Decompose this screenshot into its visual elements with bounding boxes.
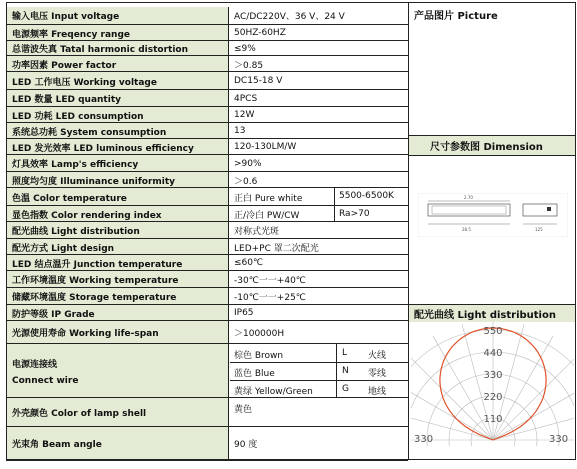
spec-row <box>6 122 408 139</box>
spec-value: IP65 <box>234 308 254 318</box>
spec-value: AC/DC220V、36 V、24 V <box>234 12 345 22</box>
spec-value: 正/冷白 PW/CW <box>234 210 300 221</box>
spec-label: 输入电压 Input voltage <box>7 7 229 24</box>
spec-label: 系统总功耗 System consumption <box>7 123 229 139</box>
connect-label-cn: 电源连接线 <box>12 359 58 370</box>
spec-row <box>6 71 408 90</box>
spec-label: 色温 Color temperature <box>7 188 229 206</box>
wire-color-2: 蓝色 Blue <box>234 369 275 379</box>
polar-chart <box>411 322 574 446</box>
wire-name-2: 零线 <box>368 369 387 379</box>
wire-color-3: 黄绿 Yellow/Green <box>234 387 313 397</box>
spec-row <box>6 270 408 288</box>
spec-label: 功率因素 Power factor <box>7 56 229 72</box>
spec-row <box>6 254 408 271</box>
spec-value: 13 <box>234 126 246 136</box>
angle-label-left: 330 <box>414 434 434 445</box>
spec-row <box>6 205 408 222</box>
spec-value-secondary: Ra>70 <box>339 209 370 219</box>
spec-row <box>6 24 408 41</box>
beam-label: 光束角 Beam angle <box>7 427 229 460</box>
polar-spoke <box>411 380 493 440</box>
spec-value: -30℃一一+40℃ <box>234 276 306 286</box>
polar-spoke <box>493 380 574 440</box>
spec-label: 防护等级 IP Grade <box>7 305 229 321</box>
top-dim-label: 2.70 <box>464 195 473 200</box>
spec-row <box>6 238 408 255</box>
connect-row <box>6 343 408 398</box>
polar-label: 440 <box>483 348 503 359</box>
spec-value: >90% <box>234 158 262 169</box>
spec-row <box>6 7 408 24</box>
dimension-heading: 尺寸参数图 Dimension <box>430 142 543 153</box>
connect-label-en: Connect wire <box>12 375 79 386</box>
beam-value: 90 度 <box>234 440 258 450</box>
spec-row <box>6 304 408 321</box>
shell-label: 外壳颜色 Color of lamp shell <box>7 398 229 427</box>
spec-row <box>6 106 408 123</box>
spec-label: LED 功耗 LED consumption <box>7 107 229 123</box>
spec-value: ＞0.85 <box>234 60 264 71</box>
spec-row <box>6 221 408 239</box>
spec-value: ＞100000H <box>234 329 285 339</box>
polar-label: 220 <box>483 392 503 403</box>
connect-label <box>7 344 229 398</box>
spec-value: 50HZ-60HZ <box>234 28 286 38</box>
picture-heading: 产品图片 Picture <box>414 11 498 22</box>
spec-label: 照度均匀度 Illuminance uniformity <box>7 172 229 188</box>
spec-label: 储藏环境温度 Storage temperature <box>7 288 229 305</box>
spec-row <box>6 89 408 107</box>
spec-value: -10℃一一+25℃ <box>234 293 306 303</box>
spec-label: 配光方式 Light design <box>7 239 229 255</box>
shell-row <box>6 397 408 427</box>
shell-value: 黄色 <box>234 405 253 415</box>
spec-value-secondary: 5500-6500K <box>339 191 394 201</box>
spec-row <box>6 154 408 172</box>
spec-row <box>6 187 408 206</box>
distribution-heading: 配光曲线 Light distribution <box>414 310 556 321</box>
wire-name-3: 地线 <box>368 387 387 397</box>
spec-value: ＞0.6 <box>234 176 258 187</box>
spec-label: LED 数量 LED quantity <box>7 90 229 107</box>
spec-row <box>6 138 408 155</box>
wire-code-2: N <box>342 366 349 376</box>
spec-label: 光源使用寿命 Working life-span <box>7 321 229 344</box>
spec-value: 对称式光斑 <box>234 227 280 237</box>
spec-label: LED 结点温升 Junction temperature <box>7 255 229 271</box>
spec-label: 总谐波失真 Tatal harmonic distortion <box>7 41 229 56</box>
spec-label: 配光曲线 Light distribution <box>7 222 229 239</box>
beam-row <box>6 426 408 461</box>
wire-code-3: G <box>342 384 349 394</box>
angle-label-right: 330 <box>549 434 569 445</box>
spec-value: DC15-18 V <box>234 76 283 86</box>
spec-label: 工作环境温度 Working temperature <box>7 271 229 288</box>
spec-row <box>6 55 408 72</box>
spec-value: ≤9% <box>234 43 256 54</box>
spec-row <box>6 171 408 188</box>
spec-label: LED 发光效率 LED luminous efficiency <box>7 139 229 155</box>
polar-label: 110 <box>483 414 503 425</box>
spec-row <box>6 40 408 56</box>
bottom-right-dim-label: 125 <box>535 227 543 232</box>
spec-value: 4PCS <box>234 93 258 104</box>
spec-row <box>6 287 408 305</box>
polar-label: 330 <box>483 370 503 381</box>
wire-name-1: 火线 <box>368 351 387 361</box>
spec-row <box>6 320 408 344</box>
dimension-drawing <box>418 193 568 237</box>
spec-value: ≤60℃ <box>234 258 264 268</box>
spec-value: 120-130LM/W <box>234 142 297 152</box>
spec-value: 12W <box>234 110 255 120</box>
spec-value: LED+PC 罩二次配光 <box>234 243 319 254</box>
wire-code-1: L <box>342 348 348 358</box>
spec-value: 正白 Pure white <box>234 193 303 204</box>
wire-color-1: 棕色 Brown <box>234 351 284 361</box>
spec-label: LED 工作电压 Working voltage <box>7 72 229 90</box>
spec-label: 显色指数 Color rendering index <box>7 206 229 222</box>
polar-label: 550 <box>483 326 503 337</box>
spec-label: 灯具效率 Lamp's efficiency <box>7 155 229 172</box>
bottom-left-dim-label: 28.5 <box>462 227 471 232</box>
spec-label: 电源频率 Freqency range <box>7 25 229 41</box>
